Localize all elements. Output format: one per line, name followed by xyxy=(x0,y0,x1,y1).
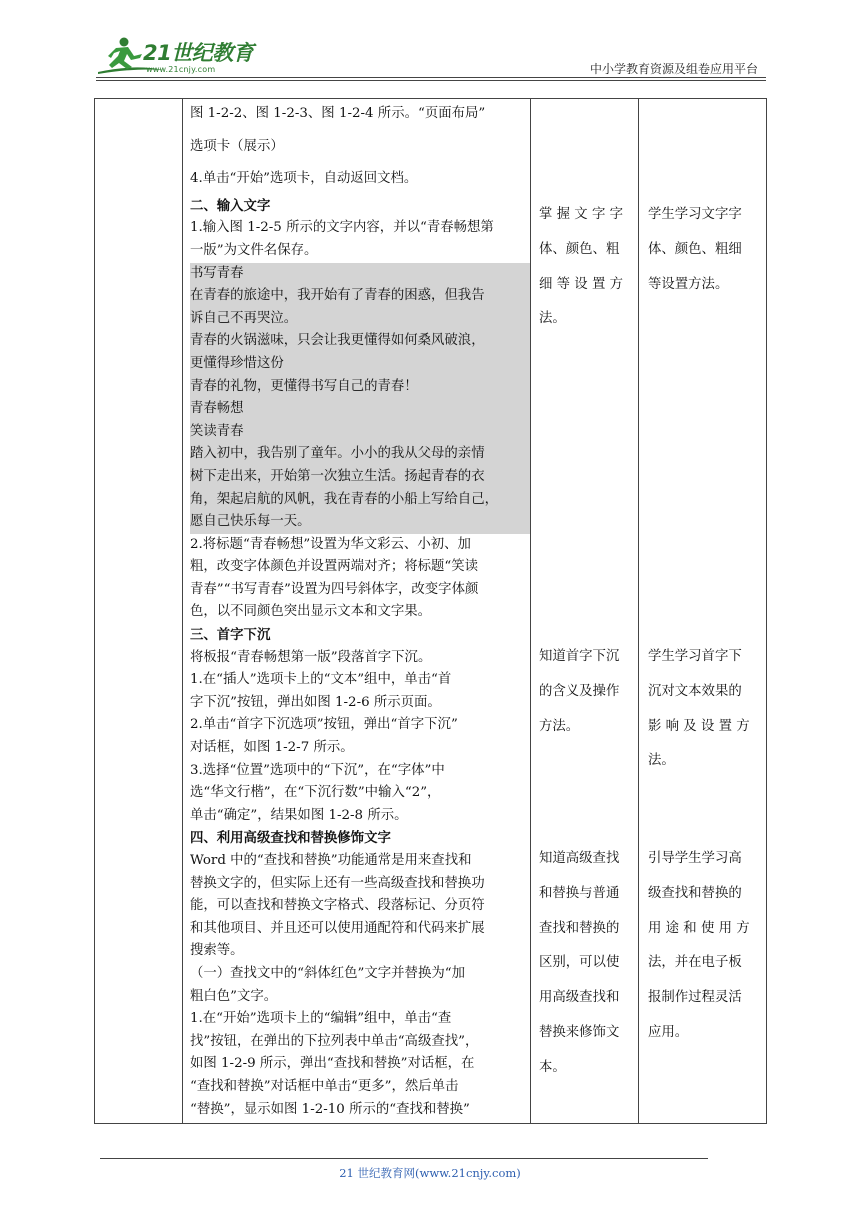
content-line: 书写青春 xyxy=(190,263,530,286)
content-line: 2.将标题“青春畅想”设置为华文彩云、小初、加 xyxy=(190,536,471,552)
cell-line: 学生学习首字下 xyxy=(648,649,742,664)
column-divider-1 xyxy=(182,99,183,1123)
content-line: 和其他项目、并且还可以使用通配符和代码来扩展 xyxy=(190,920,485,936)
content-line: 青春”“书写青春”设置为四号斜体字，改变字体颜 xyxy=(190,581,479,597)
content-line: 选“华文行楷”，在“下沉行数”中输入“2”， xyxy=(190,785,441,801)
cell-line: 本。 xyxy=(539,1059,566,1075)
section-heading: 三、首字下沉 xyxy=(190,627,271,644)
cell-line: 体、颜色、粗细 xyxy=(648,241,742,257)
content-line: 能，可以查找和替换文字格式、段落标记、分页符 xyxy=(190,898,485,914)
content-line: 诉自己不再哭泣。 xyxy=(190,308,530,331)
activity-block-text-format xyxy=(648,198,758,302)
cell-line: 影 响 及 设 置 方 xyxy=(648,718,750,734)
content-line: 选项卡（展示） xyxy=(190,138,284,154)
section-heading: 四、利用高级查找和替换修饰文字 xyxy=(190,830,391,847)
content-line: 角，架起启航的风帆，我在青春的小船上写给自己， xyxy=(190,489,530,512)
cell-line: 知道首字下沉 xyxy=(539,649,620,664)
cell-line: 级查找和替换的 xyxy=(648,885,742,901)
activity-block-drop-cap xyxy=(648,640,758,779)
content-line: 1.在“插人”选项卡上的“文本”组中，单击“首 xyxy=(190,672,452,688)
content-line: Word 中的“查找和替换”功能通常是用来查找和 xyxy=(190,853,472,868)
content-line: 找”按钮，在弹出的下拉列表中单击“高级查找”， xyxy=(190,1033,479,1049)
activity-block-find-replace xyxy=(648,842,758,1051)
objective-block-drop-cap xyxy=(539,640,631,744)
cell-line: 和替换与普通 xyxy=(539,885,620,901)
cell-line: 等设置方法。 xyxy=(648,276,729,292)
platform-title: 中小学教育资源及组卷应用平台 xyxy=(589,62,758,76)
cell-line: 知道高级查找 xyxy=(539,851,620,866)
content-line: 搜索等。 xyxy=(190,943,244,959)
content-line: 粗白色”文字。 xyxy=(190,988,278,1004)
column-divider-3 xyxy=(638,99,639,1123)
header-rule-thin xyxy=(96,80,766,81)
objective-block-find-replace xyxy=(539,842,631,1086)
content-line: 粗，改变字体颜色并设置两端对齐；将标题“笑读 xyxy=(190,559,479,575)
cell-line: 学生学习文字字 xyxy=(648,207,742,222)
cell-line: 替换来修饰文 xyxy=(539,1024,620,1040)
column-divider-2 xyxy=(530,99,531,1123)
content-line: 笑读青春 xyxy=(190,421,530,444)
logo-text: 21世纪教育 xyxy=(143,41,254,65)
content-line: 踏入初中，我告别了童年。小小的我从父母的亲情 xyxy=(190,443,530,466)
footer-rule xyxy=(100,1158,708,1159)
content-line: 青春畅想 xyxy=(190,398,530,421)
logo-url: www.21cnjy.com xyxy=(146,65,216,74)
content-line: （一）查找文中的“斜体红色”文字并替换为“加 xyxy=(190,965,465,981)
cell-line: 报制作过程灵活 xyxy=(648,990,742,1006)
cell-line: 查找和替换的 xyxy=(539,920,620,936)
content-line: 将板报“青春畅想第一版”段落首字下沉。 xyxy=(190,649,432,665)
cell-line: 细 等 设 置 方 xyxy=(539,276,623,292)
content-line: 更懂得珍惜这份 xyxy=(190,353,530,376)
cell-line: 掌 握 文 字 字 xyxy=(539,207,623,222)
objective-block-text-format xyxy=(539,198,631,337)
content-line: 1.输入图 1-2-5 所示的文字内容，并以“青春畅想第 xyxy=(190,220,494,236)
lesson-table xyxy=(94,98,767,1124)
cell-line: 法。 xyxy=(539,311,566,327)
content-line: 3.选择“位置”选项中的“下沉”，在“字体”中 xyxy=(190,762,445,778)
content-line: 青春的礼物，更懂得书写自己的青春！ xyxy=(190,376,530,399)
content-line: “查找和替换”对话框中单击“更多”，然后单击 xyxy=(190,1078,459,1094)
header-rule xyxy=(96,77,766,78)
teaching-content-column xyxy=(190,99,530,1121)
content-line: 青春的火锅滋味，只会让我更懂得如何桑风破浪， xyxy=(190,330,530,353)
cell-line: 法，并在电子板 xyxy=(648,955,742,971)
content-line: 愿自己快乐每一天。 xyxy=(190,511,530,534)
content-line: 图 1-2-2、图 1-2-3、图 1-2-4 所示。“页面布局” xyxy=(190,106,486,121)
content-line: 1.在“开始”选项卡上的“编辑”组中，单击“查 xyxy=(190,1011,452,1027)
content-line: 4.单击“开始”选项卡，自动返回文档。 xyxy=(190,171,418,187)
content-line: 字下沉”按钮，弹出如图 1-2-6 所示页面。 xyxy=(190,694,441,710)
content-line: 2.单击“首字下沉选项”按钮，弹出“首字下沉” xyxy=(190,717,458,733)
cell-line: 方法。 xyxy=(539,718,580,734)
section-heading: 二、输入文字 xyxy=(190,197,271,214)
content-line: 单击“确定”，结果如图 1-2-8 所示。 xyxy=(190,807,408,823)
footer-text: 21 世纪教育网(www.21cnjy.com) xyxy=(339,1166,521,1180)
content-line: 色，以不同颜色突出显示文本和文字果。 xyxy=(190,604,432,620)
content-line: 替换文字的，但实际上还有一些高级查找和替换功 xyxy=(190,875,485,891)
content-line: 一版”为文件名保存。 xyxy=(190,242,318,258)
content-line: “替换”，显示如图 1-2-10 所示的“查找和替换” xyxy=(190,1101,470,1117)
cell-line: 用 途 和 使 用 方 xyxy=(648,920,750,936)
content-line: 对话框，如图 1-2-7 所示。 xyxy=(190,740,354,756)
cell-line: 沉对文本效果的 xyxy=(648,683,742,699)
cell-line: 区别，可以使 xyxy=(539,955,620,971)
cell-line: 法。 xyxy=(648,753,675,769)
content-line: 在青春的旅途中，我开始有了青春的困惑，但我告 xyxy=(190,285,530,308)
cell-line: 的含义及操作 xyxy=(539,683,620,699)
cell-line: 应用。 xyxy=(648,1024,689,1040)
cell-line: 用高级查找和 xyxy=(539,990,620,1006)
cell-line: 引导学生学习高 xyxy=(648,851,742,866)
content-line: 树下走出来，开始第一次独立生活。扬起青春的衣 xyxy=(190,466,530,489)
cell-line: 体、颜色、粗 xyxy=(539,241,620,257)
content-line: 如图 1-2-9 所示，弹出“查找和替换”对话框，在 xyxy=(190,1056,475,1072)
